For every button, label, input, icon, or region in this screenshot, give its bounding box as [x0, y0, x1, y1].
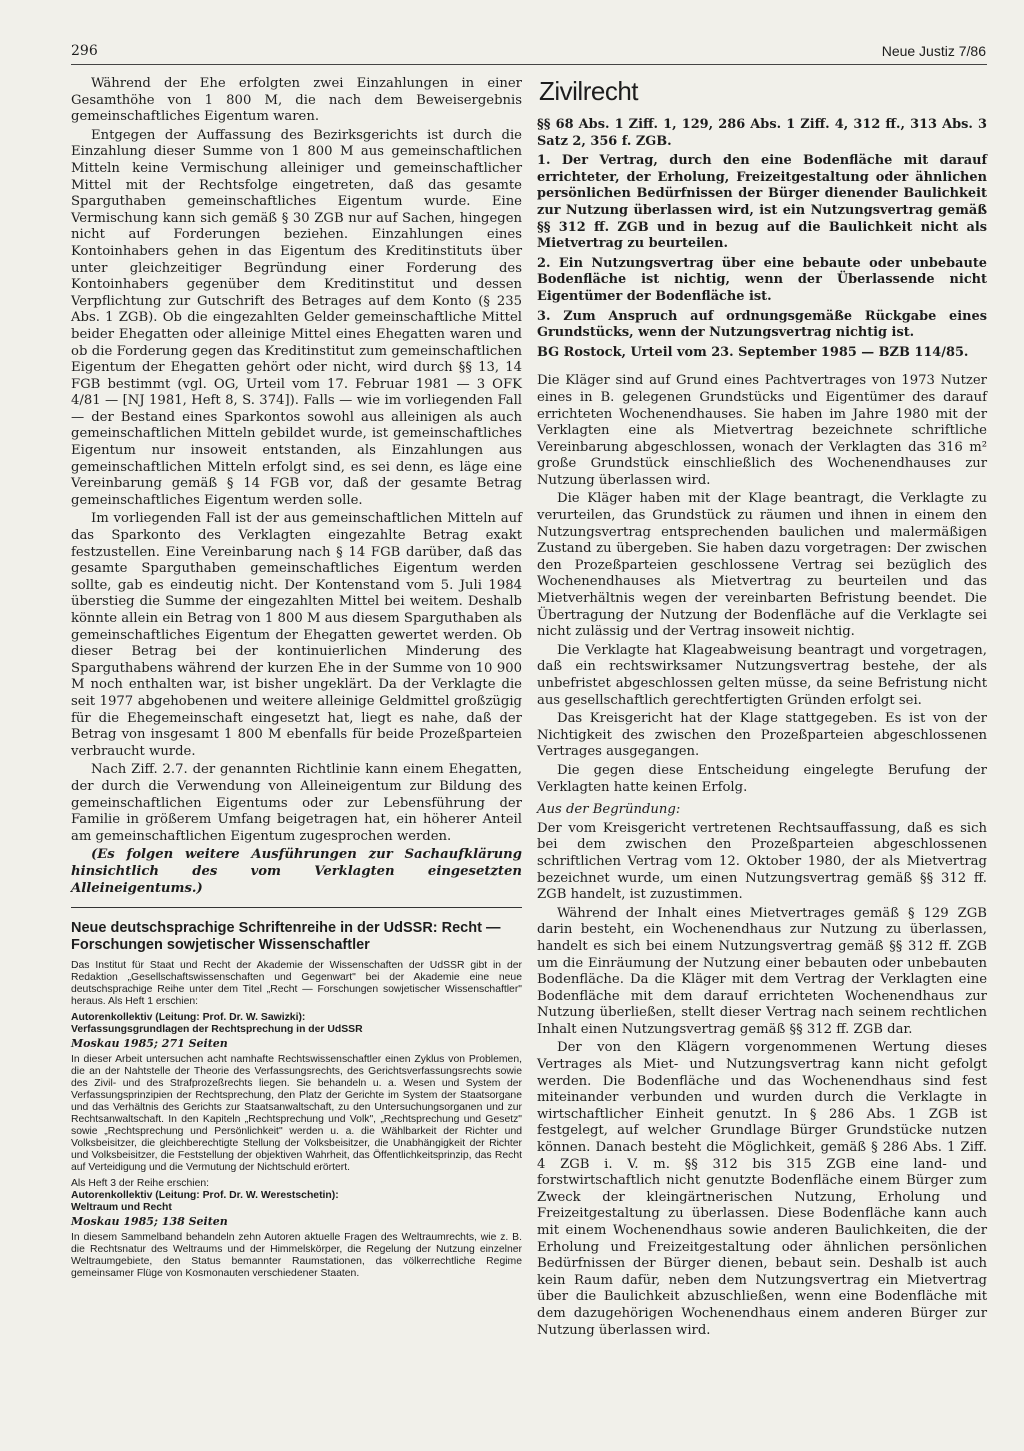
left-paragraph: Nach Ziff. 2.7. der genannten Richtlinie kann einem Ehegatten, der durch die Verwendung von Alleineigentum zur Bildung des gemeinschaftlichen Eigentums oder zur Lebensführung der Familie in größerem Umfang beigetragen hat, ein höherer Anteil am gemeinschaftlichen Eigentum zugesprochen werden.	[71, 762, 522, 844]
reasons-paragraph: Der von den Klägern vorgenommenen Wertung dieses Vertrages als Miet- und Nutzungsvertrag kann nicht gefolgt werden. Die Bodenfläche und das Wochenendhaus sind fest miteinander verbunden und wurden durch die Verklagte in wirtschaftlicher Einheit genutzt. In § 286 Abs. 1 ZGB ist festgelegt, auf welcher Grundlage Bürger Grundstücke nutzen können. Danach besteht die Möglichkeit, gemäß § 286 Abs. 1 Ziff. 4 ZGB i. V. m. §§ 312 bis 315 ZGB eine land- und forstwirtschaftlich nicht genutzte Bodenfläche einem Bürger zum Zweck der kleingärtnerischen Nutzung, Erholung und Freizeitgestaltung zu überlassen. Diese Bodenfläche kann auch mit einem Wochenendhaus sowie anderen Baulichkeiten, die der Erholung und Freizeitgestaltung oder ähnlichen persönlichen Bedürfnissen der Bürger dienen, bebaut sein. Deshalb ist auch kein Raum dafür, neben dem Nutzungsvertrag ein Mietvertrag über die Baulichkeit abzuschließen, wenn eine Bodenfläche mit dem dazugehörigen Wochenendhaus einem anderen Bürger zur Nutzung überlassen wird.	[537, 1040, 987, 1338]
right-column	[537, 76, 987, 1341]
left-paragraph: Während der Ehe erfolgten zwei Einzahlungen in einer Gesamthöhe von 1 800 M, die nach dem Beweisergebnis gemeinschaftliches Eigentum waren.	[71, 76, 522, 125]
header-rule	[71, 64, 987, 65]
heft3-intro: Als Heft 3 der Reihe erschien:	[71, 1178, 210, 1190]
case-paragraph: Die Verklagte hat Klageabweisung beantragt und vorgetragen, daß ein rechtswirksamer Nutzungsvertrag bestehe, der als unbefristet abgeschlossen gelten müsse, da seine Befristung nicht aus gesellschaftlich gerechtfertigten Gründen erfolgt sei.	[537, 642, 987, 708]
book-review	[71, 920, 522, 1280]
book2-description: In diesem Sammelband behandeln zehn Autoren aktuelle Fragen des Weltraumrechts, wie z. B. die Rechtsnatur des Weltraums und der Himmelskörper, die Regelung der Nutzung einzelner Weltraumgebiete, den Status bemannter Raumstationen, das völkerrechtliche Regime gemeinsamer Flüge von Kosmonauten verschiedener Staaten.	[71, 1232, 522, 1280]
leitsatz-1: 1. Der Vertrag, durch den eine Bodenfläche mit darauf errichteter, der Erholung, Freizeitgestaltung oder ähnlichen persönlichen Bedürfnissen der Bürger dienender Baulichkeit zur Nutzung überlassen wird, ist ein Nutzungsvertrag gemäß §§ 312 ff. ZGB und in bezug auf die Baulichkeit nicht als Mietvertrag zu beurteilen.	[537, 153, 987, 252]
reasons-paragraph: Der vom Kreisgericht vertretenen Rechtsauffassung, daß es sich bei dem zwischen den Prozeßparteien abgeschlossenen schriftlichen Vertrag vom 12. Oktober 1980, der als Mietvertrag bezeichnet wurde, um einen Nutzungsvertrag gemäß §§ 312 ff. ZGB handelt, ist zuzustimmen.	[537, 820, 987, 903]
book1-authors: Autorenkollektiv (Leitung: Prof. Dr. W. Sawizki):	[71, 1012, 306, 1024]
italic-note: (Es folgen weitere Ausführungen zur Sachaufklärung hinsichtlich des vom Verklagten eingesetzten Alleineigentums.)	[71, 847, 522, 896]
section-title: Zivilrecht	[539, 76, 639, 106]
case-paragraph: Die Kläger sind auf Grund eines Pachtvertrages von 1973 Nutzer eines in B. gelegenen Grundstücks und Eigentümer des darauf errichteten Wochenendhauses. Sie haben im Jahre 1980 mit der Verklagten eine als Mietvertrag bezeichnete schriftliche Vereinbarung abgeschlossen, wonach der Verklagten das 316 m² große Grundstück einschließlich des Wochenendhauses zur Nutzung überlassen wird.	[537, 373, 987, 488]
page-number: 296	[71, 43, 98, 59]
book1-description: In dieser Arbeit untersuchen acht namhafte Rechtswissenschaftler einen Zyklus von Problemen, die an der Nahtstelle der Theorie des Verfassungsrechts, des Gerichtsverfassungsrechts sowie des Zivil- und des Strafprozeßrechts liegen. Sie behandeln u. a. Wesen und System der Verfassungsprinzipien der Rechtsprechung, den Platz der Gerichte im System der Staatsorgane und das Verhältnis des Gerichts zur Staatsanwaltschaft, zu den Untersuchungsorganen und zur Rechtsanwaltschaft. In den Kapiteln „Rechtsprechung und Volk", „Rechtsprechung und Gesetz" sowie „Rechtsprechung und Persönlichkeit" werden u. a. die Wählbarkeit der Richter und Volksbeisitzer, die gleichberechtigte Stellung der Volksbeisitzer, die Unabhängigkeit der Richter und Volksbeisitzer, die Feststellung der objektiven Wahrheit, das Öffentlichkeitsprinzip, das Recht auf Verteidigung und die Vermutung der Nichtschuld erörtert.	[71, 1054, 522, 1174]
legal-citation: §§ 68 Abs. 1 Ziff. 1, 129, 286 Abs. 1 Ziff. 4, 312 ff., 313 Abs. 3 Satz 2, 356 f. ZGB.	[537, 117, 987, 149]
reasons-paragraph: Während der Inhalt eines Mietvertrages gemäß § 129 ZGB darin besteht, ein Wochenendhaus zur Nutzung zu überlassen, handelt es sich bei einem Nutzungsvertrag gemäß §§ 312 ff. ZGB um die Einräumung der Nutzung einer bebauten oder unbebauten Bodenfläche. Da die Kläger mit dem Vertrag der Verklagten eine Bodenfläche mit dem darauf errichteten Wochenendhaus zur Nutzung überließen, stellt dieser Vertrag nach seinem rechtlichen Inhalt einen Nutzungsvertrag gemäß §§ 312 ff. ZGB dar.	[537, 905, 987, 1037]
book1-title: Verfassungsgrundlagen der Rechtsprechung in der UdSSR	[71, 1024, 363, 1036]
book2-title: Weltraum und Recht	[71, 1202, 172, 1214]
book1-publication: Moskau 1985; 271 Seiten	[71, 1037, 228, 1051]
case-paragraph: Die Kläger haben mit der Klage beantragt, die Verklagte zu verurteilen, das Grundstück zu räumen und ihnen in einem den Nutzungsvertrag entsprechenden baulichen und malermäßigen Zustand zu übergeben. Sie haben dazu vorgetragen: Der zwischen den Prozeßparteien geschlossene Vertrag sei bezüglich des Wochenendhauses als Mietvertrag zu beurteilen und das Mietverhältnis wegen der vereinbarten Befristung beendet. Die Übertragung der Nutzung der Bodenfläche auf die Verklagte sei nicht zulässig und der Vertrag insoweit nichtig.	[537, 491, 987, 640]
reasons-heading: Aus der Begründung:	[537, 802, 681, 818]
case-paragraph: Das Kreisgericht hat der Klage stattgegeben. Es ist von der Nichtigkeit des zwischen den Prozeßparteien abgeschlossenen Vertrages ausgegangen.	[537, 711, 987, 760]
section-divider	[71, 907, 522, 908]
review-intro: Das Institut für Staat und Recht der Akademie der Wissenschaften der UdSSR gibt in der Redaktion „Gesellschaftswissenschaften und Gegenwart" bei der Akademie eine neue deutschsprachige Reihe unter dem Titel „Recht — Forschungen sowjetischer Wissenschaftler" heraus. Als Heft 1 erschien:	[71, 960, 522, 1008]
court-reference: BG Rostock, Urteil vom 23. September 1985 — BZB 114/85.	[537, 344, 969, 360]
leitsatz-2: 2. Ein Nutzungsvertrag über eine bebaute oder unbebaute Bodenfläche ist nichtig, wenn der Überlassende nicht Eigentümer der Bodenfläche ist.	[537, 255, 987, 304]
page-header	[0, 43, 1024, 63]
book2-authors: Autorenkollektiv (Leitung: Prof. Dr. W. Werestschetin):	[71, 1190, 339, 1202]
left-paragraph: Im vorliegenden Fall ist der aus gemeinschaftlichen Mitteln auf das Sparkonto des Verklagten eingezahlte Betrag exakt festzustellen. Eine Vereinbarung nach § 14 FGB darüber, daß das gesamte Sparguthaben gemeinschaftliches Eigentum werden sollte, gab es eindeutig nicht. Der Kontenstand vom 5. Juli 1984 überstieg die Summe der eingezahlten Mittel bei weitem. Deshalb könnte allein ein Betrag von 1 800 M aus diesem Sparguthaben als gemeinschaftliches Eigentum der Ehegatten gewertet werden. Ob dieser Betrag bei der kontinuierlichen Minderung des Sparguthabens während der kurzen Ehe in der Summe von 10 900 M noch enthalten war, ist bisher ungeklärt. Da der Verklagte die seit 1977 abgehobenen und weitere alleinige Geldmittel großzügig für die Ehegemeinschaft eingesetzt hat, liegt es nahe, daß der Betrag von insgesamt 1 800 M ebenfalls für beide Prozeßparteien verbraucht wurde.	[71, 511, 522, 759]
leitsatz-3: 3. Zum Anspruch auf ordnungsgemäße Rückgabe eines Grundstücks, wenn der Nutzungsvertrag nichtig ist.	[537, 308, 987, 341]
journal-issue: Neue Justiz 7/86	[881, 43, 986, 59]
book2-publication: Moskau 1985; 138 Seiten	[71, 1215, 228, 1229]
left-paragraph: Entgegen der Auffassung des Bezirksgerichts ist durch die Einzahlung dieser Summe von 1 800 M aus gemeinschaftlichen Mitteln keine Vermischung alleiniger und gemeinschaftlicher Mittel mit der Rechtsfolge eingetreten, daß das gesamte Sparguthaben gemeinschaftliches Eigentum wurde. Eine Vermischung kann sich gemäß § 30 ZGB nur auf Sachen, hingegen nicht auf Forderungen beziehen. Einzahlungen eines Kontoinhabers gehen in das Eigentum des Kreditinstituts über unter gleichzeitiger Begründung einer Forderung des Kontoinhabers gegenüber dem Kreditinstitut und dessen Verpflichtung zur Gutschrift des Betrages auf dem Konto (§ 235 Abs. 1 ZGB). Ob die eingezahlten Gelder gemeinschaftliche Mittel beider Ehegatten oder alleinige Mittel eines Ehegatten waren und ob die Forderung gegen das Kreditinstitut zum gemeinschaftlichen Eigentum der Ehegatten gehört oder nicht, wird durch §§ 13, 14 FGB bestimmt (vgl. OG, Urteil vom 17. Februar 1981 — 3 OFK 4/81 — [NJ 1981, Heft 8, S. 374]). Falls — wie im vorliegenden Fall — der Bestand eines Sparkontos sowohl aus alleinigen als auch gemeinschaftlichen Mitteln gebildet wurde, ist gemeinschaftliches Eigentum nur insoweit entstanden, als Einzahlungen aus gemeinschaftlichen Mitteln erfolgt sind, es sei denn, es läge eine Vereinbarung gemäß § 14 FGB vor, daß der gesamte Betrag gemeinschaftliches Eigentum werden solle.	[71, 127, 522, 508]
case-paragraph: Die gegen diese Entscheidung eingelegte Berufung der Verklagten hatte keinen Erfolg.	[537, 762, 987, 795]
review-title: Neue deutschsprachige Schriftenreihe in der UdSSR: Recht — Forschungen sowjetischer Wissenschaftler	[71, 920, 501, 954]
left-column	[71, 76, 522, 1284]
